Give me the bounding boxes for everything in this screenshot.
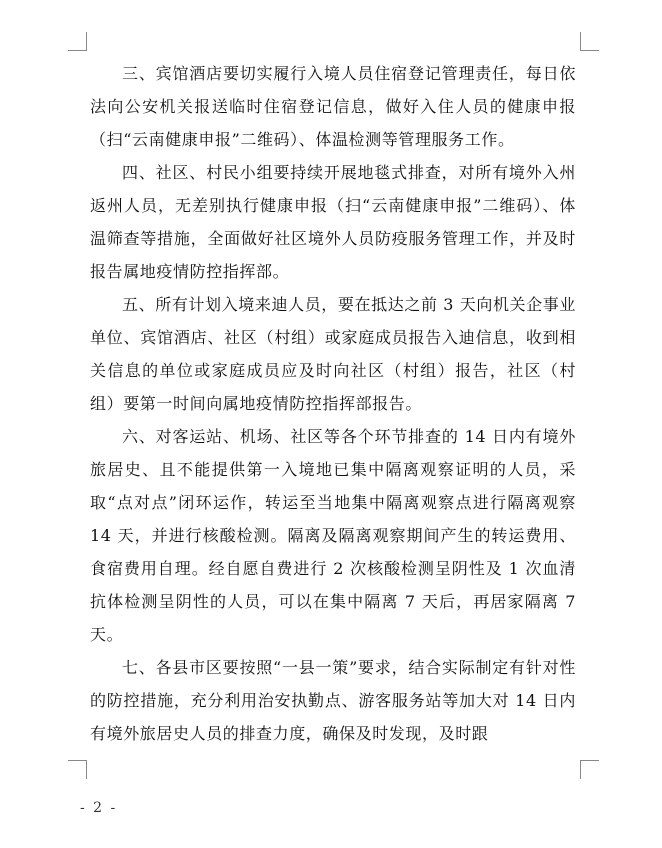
- paragraph-3-hotels: 三、宾馆酒店要切实履行入境人员住宿登记管理责任，每日依法向公安机关报送临时住宿登记信息，做好入住人员的健康申报（扫“云南健康申报”二维码）、体温检测等管理服务工作。: [90, 64, 576, 149]
- paragraph-7-county-measures: 七、各县市区要按照“一县一策”要求，结合实际制定有针对性的防控措施，充分利用治安执勤点、游客服务站等加大对 14 日内有境外旅居史人员的排查力度，确保及时发现，及时跟: [90, 658, 576, 743]
- paragraph-6-screening: 六、对客运站、机场、社区等各个环节排查的 14 日内有境外旅居史、且不能提供第一入境地已集中隔离观察证明的人员，采取“点对点”闭环运作，转运至当地集中隔离观察点进行隔离观察 14 天，并进行核酸检测。隔离及隔离观察期间产生的转运费用、食宿费用自理。经自愿自费进行 2 次核酸检测呈阴性及 1 次血清抗体检测呈阴性的人员，可以在集中隔离 7 天后，再居家隔离 7 天。: [90, 427, 576, 644]
- paragraph-4-communities: 四、社区、村民小组要持续开展地毯式排查，对所有境外入州返州人员，无差别执行健康申报（扫“云南健康申报”二维码）、体温筛查等措施，全面做好社区境外人员防疫服务管理工作，并及时报告属地疫情防控指挥部。: [90, 163, 576, 281]
- document-body: [90, 57, 576, 750]
- crop-mark-top-left: [68, 32, 87, 51]
- crop-mark-top-right: [580, 32, 599, 51]
- paragraph-5-planned-arrivals: 五、所有计划入境来迪人员，要在抵达之前 3 天向机关企事业单位、宾馆酒店、社区（村组）或家庭成员报告入迪信息，收到相关信息的单位或家庭成员应及时向社区（村组）报告，社区（村组）要第一时间向属地疫情防控指挥部报告。: [90, 295, 576, 413]
- page-number: - 2 -: [80, 800, 118, 816]
- crop-mark-bottom-left: [68, 760, 87, 779]
- crop-mark-bottom-right: [580, 760, 599, 779]
